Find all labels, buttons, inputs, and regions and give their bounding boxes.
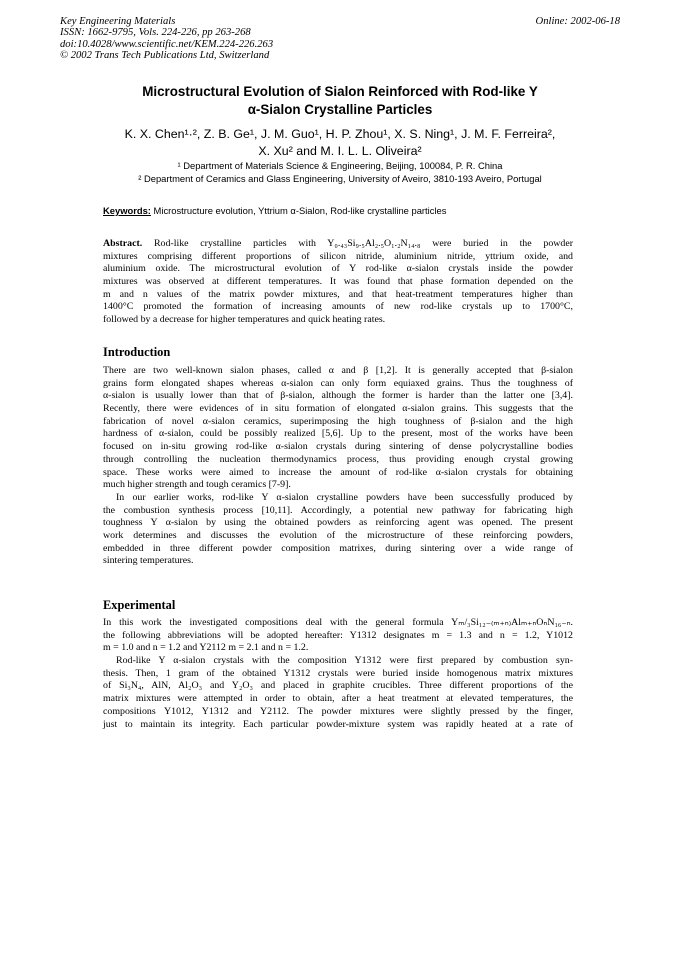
abstract-line: 1400°C promoted the formation of increasing amounts of new rod-like crystals up to 1700°C, (103, 301, 573, 313)
keywords (103, 205, 446, 216)
body-line: In our earlier works, rod-like Y α-sialon crystalline powders have been successfully produced by (116, 491, 573, 503)
abstract-line: Rod-like crystalline particles with Y₀.₄₃Si₉.₅Al₂.₅O₁.₂N₁₄.₈ were buried in the powder (142, 238, 573, 249)
authors-line-1: K. X. Chen¹·², Z. B. Ge¹, J. M. Guo¹, H. P. Zhou¹, X. S. Ning¹, J. M. F. Ferreira², (124, 127, 556, 141)
body-line: Rod-like Y α-sialon crystals with the composition Y1312 were first prepared by combustion syn- (116, 655, 573, 667)
body-line: focused on in-situ growing rod-like α-sialon crystals during sintering of dense polycrystalline bodies (103, 441, 573, 453)
body-line: compositions Y1012, Y1312 and Y2112. The powder mixtures were slightly pressed by the finger, (103, 705, 573, 717)
title-line-1: Microstructural Evolution of Sialon Reinforced with Rod-like Y (142, 84, 538, 99)
body-line: the combustion synthesis process [10,11]. Accordingly, a potential new pathway for fabricating high (103, 504, 573, 516)
affiliation-1: ¹ Department of Materials Science & Engineering, Beijing, 100084, P. R. China (177, 160, 503, 171)
body-line: m = 1.0 and n = 1.2 and Y2112 m = 2.1 and n = 1.2. (103, 642, 309, 654)
body-line: through controlling the nucleation thermodynamics process, thus providing enough crystal growing (103, 453, 573, 465)
body-line: thesis. Then, 1 gram of the obtained Y1312 crystals were buried inside homogenous matrix mixtures (103, 667, 573, 679)
body-line: the following abbreviations will be adopted hereafter: Y1312 designates m = 1.3 and n = 1.2, Y1012 (103, 629, 573, 641)
body-line: hardness of α-sialon, could be possibly realized [5,6]. Up to the present, most of the works have been (103, 428, 573, 440)
body-line: α-sialon is usually lower than that of β-sialon, although the former is harder than the latter one [3,4]. (103, 390, 573, 402)
introduction-body (103, 365, 573, 568)
journal-name: Key Engineering Materials (60, 16, 176, 27)
body-line: sintering temperatures. (103, 555, 194, 567)
body-line: There are two well-known sialon phases, called α and β [1,2]. It is generally accepted that β-sialon (103, 365, 573, 376)
affiliation-2: ² Department of Ceramics and Glass Engineering, University of Aveiro, 3810-193 Aveiro, Portugal (138, 173, 542, 184)
body-line: Recently, there were evidences of in situ formation of elongated α-sialon grains. This suggests that the (103, 403, 573, 415)
body-line: much higher strength and tough ceramics [7-9]. (103, 479, 291, 491)
author-list (80, 126, 600, 159)
online-date: Online: 2002-06-18 (535, 16, 620, 27)
keywords-text: Microstructure evolution, Yttrium α-Sialon, Rod-like crystalline particles (153, 205, 447, 216)
body-line: toughness Y α-sialon by using the obtained powders as reinforcing agent was opened. The present (103, 517, 573, 529)
title-line-2: α-Sialon Crystalline Particles (247, 101, 433, 117)
experimental-heading: Experimental (103, 598, 176, 612)
body-line: In this work the investigated compositions deal with the general formula Yₘ/₃Si₁₂₋₍ₘ₊ₙ₎Alₘ₊ₙOₙN₁₆₋ₙ. (103, 617, 573, 628)
affiliations (70, 159, 610, 185)
journal-header (60, 16, 620, 62)
introduction-heading: Introduction (103, 345, 171, 359)
body-line: matrix mixtures were attempted in order to obtain, after a heat treatment at elevated temperatures, the (103, 693, 573, 705)
paper-title (80, 83, 600, 118)
body-line: space. These works were aimed to increase the amount of rod-like α-sialon crystals for obtaining (103, 466, 573, 478)
body-line: just to maintain its integrity. Each particular powder-mixture system was rapidly heated at a rate of (103, 718, 573, 730)
abstract-label: Abstract. (103, 238, 143, 249)
abstract-line: mixtures comprising different proportions of silicon nitride, aluminium nitride, yttrium oxide, and (103, 250, 573, 262)
abstract-line: followed by a decrease for higher temperatures and quick heating rates. (103, 314, 386, 326)
doi-line: doi:10.4028/www.scientific.net/KEM.224-226.263 (60, 38, 274, 50)
abstract (103, 238, 573, 327)
experimental-body (103, 617, 573, 731)
issn-line: ISSN: 1662-9795, Vols. 224-226, pp 263-268 (60, 27, 251, 39)
keywords-label: Keywords: (103, 205, 151, 216)
body-line: of Si₃N₄, AlN, Al₂O₃ and Y₂O₃ and placed in graphite crucibles. Three different proportions of the (103, 680, 573, 692)
abstract-line: aluminium oxide. The microstructural evolution of Y rod-like α-sialon crystals inside the powder (103, 263, 573, 275)
body-line: fabrication of novel α-sialon ceramics, superimposing the high toughness of β-sialon and the high (103, 415, 573, 427)
body-line: work determines and discusses the evolution of the microstructure of these reinforcing powders, (103, 529, 573, 541)
abstract-line: mixtures was observed at different temperatures. It was found that phase formation depended on the (103, 276, 573, 288)
authors-line-2: X. Xu² and M. I. L. L. Oliveira² (258, 143, 422, 158)
abstract-line: m and n values of the matrix powder mixtures, and that heat-treatment temperatures higher than (103, 288, 573, 300)
body-line: embedded in three different powder composition matrixes, during sintering over a wide range of (103, 542, 573, 554)
copyright-line: © 2002 Trans Tech Publications Ltd, Switzerland (60, 50, 270, 62)
body-line: grains form elongated shapes whereas α-sialon can only form equiaxed grains. Thus the toughness of (103, 377, 573, 389)
